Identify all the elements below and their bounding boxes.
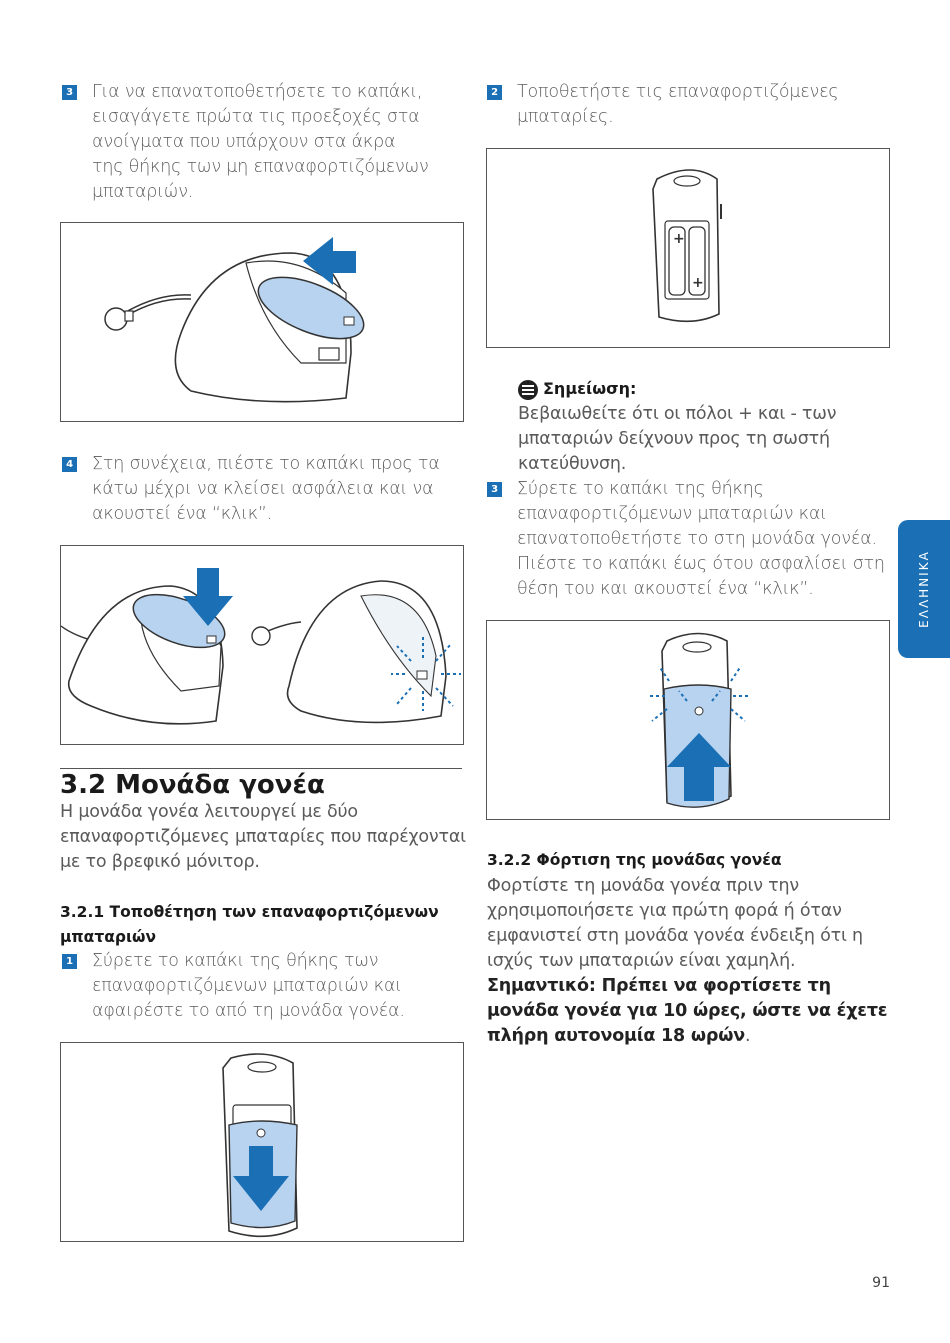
- page-number: 91: [872, 1275, 890, 1291]
- step-text: Σύρετε το καπάκι της θήκης των επαναφορτιζόμενων μπαταριών και αφαιρέστε το από τη μονάδα γονέα.: [92, 951, 405, 1021]
- step-number: 1: [62, 954, 77, 969]
- step-text: Σύρετε το καπάκι της θήκης επαναφορτιζόμενων μπαταριών και επανατοποθετήστε το στη μονάδα γονέα. Πιέστε το καπάκι έως ότου ασφαλίσει στη θέση του και ακουστεί ένα “κλικ”.: [517, 479, 885, 599]
- step-text: Για να επανατοποθετήσετε το καπάκι, εισαγάγετε πρώτα τις προεξοχές στα ανοίγματα που υπάρχουν στα άκρα της θήκης των μη επαναφορτιζόμενων μπαταριών.: [92, 82, 429, 202]
- figure-lid-slide-on: [486, 620, 890, 820]
- step-number: 2: [487, 85, 502, 100]
- important-end: .: [744, 1026, 751, 1046]
- step-1-left: [62, 949, 462, 1029]
- language-tab: [898, 520, 950, 658]
- important-paragraph: [487, 974, 897, 1049]
- figure-lid-remove: [60, 1042, 464, 1242]
- step-2-right: [487, 80, 887, 140]
- charge-text: Φορτίστε τη μονάδα γονέα πριν την χρησιμοποιήσετε για πρώτη φορά ή όταν εμφανιστεί στη μονάδα γονέα ένδειξη ότι η ισχύς των μπαταριών είναι χαμηλή.: [487, 876, 863, 971]
- section-divider: [60, 768, 462, 769]
- subsection-title-321: 3.2.1 Τοποθέτηση των επαναφορτιζόμενων μπαταριών: [60, 903, 439, 946]
- section-title: 3.2 Μονάδα γονέα: [60, 770, 325, 800]
- subsection-title-322: 3.2.2 Φόρτιση της μονάδας γονέα: [487, 851, 782, 869]
- step-text: Στη συνέχεια, πιέστε το καπάκι προς τα κάτω μέχρι να κλείσει ασφάλεια και να ακουστεί ένα “κλικ”.: [92, 454, 440, 524]
- language-tab-label: ΕΛΛΗΝΙΚΑ: [917, 550, 931, 628]
- step-number: 3: [487, 482, 502, 497]
- step-text: Τοποθετήστε τις επαναφορτιζόμενες μπαταρίες.: [517, 82, 839, 127]
- svg-text:+: +: [692, 275, 704, 291]
- figure-lid-insert: [60, 222, 464, 422]
- step-4-left: [62, 452, 462, 532]
- figure-lid-press: [60, 545, 464, 745]
- section-intro: Η μονάδα γονέα λειτουργεί με δύο επαναφορτιζόμενες μπαταρίες που παρέχονται με το βρεφικό μόνιτορ.: [60, 802, 466, 872]
- important-text: Σημαντικό: Πρέπει να φορτίσετε τη μονάδα γονέα για 10 ώρες, ώστε να έχετε πλήρη αυτονομία 18 ωρών: [487, 976, 888, 1046]
- step-number: 3: [62, 85, 77, 100]
- note-title: Σημείωση:: [543, 379, 637, 398]
- step-3-right: [487, 477, 897, 607]
- step-number: 4: [62, 457, 77, 472]
- step-3-left: [62, 80, 462, 210]
- note-text: Βεβαιωθείτε ότι οι πόλοι + και - των μπαταριών δείχνουν προς τη σωστή κατεύθυνση.: [518, 404, 837, 474]
- note-icon: [518, 380, 538, 400]
- figure-insert-batteries: [486, 148, 890, 348]
- svg-text:+: +: [673, 231, 685, 247]
